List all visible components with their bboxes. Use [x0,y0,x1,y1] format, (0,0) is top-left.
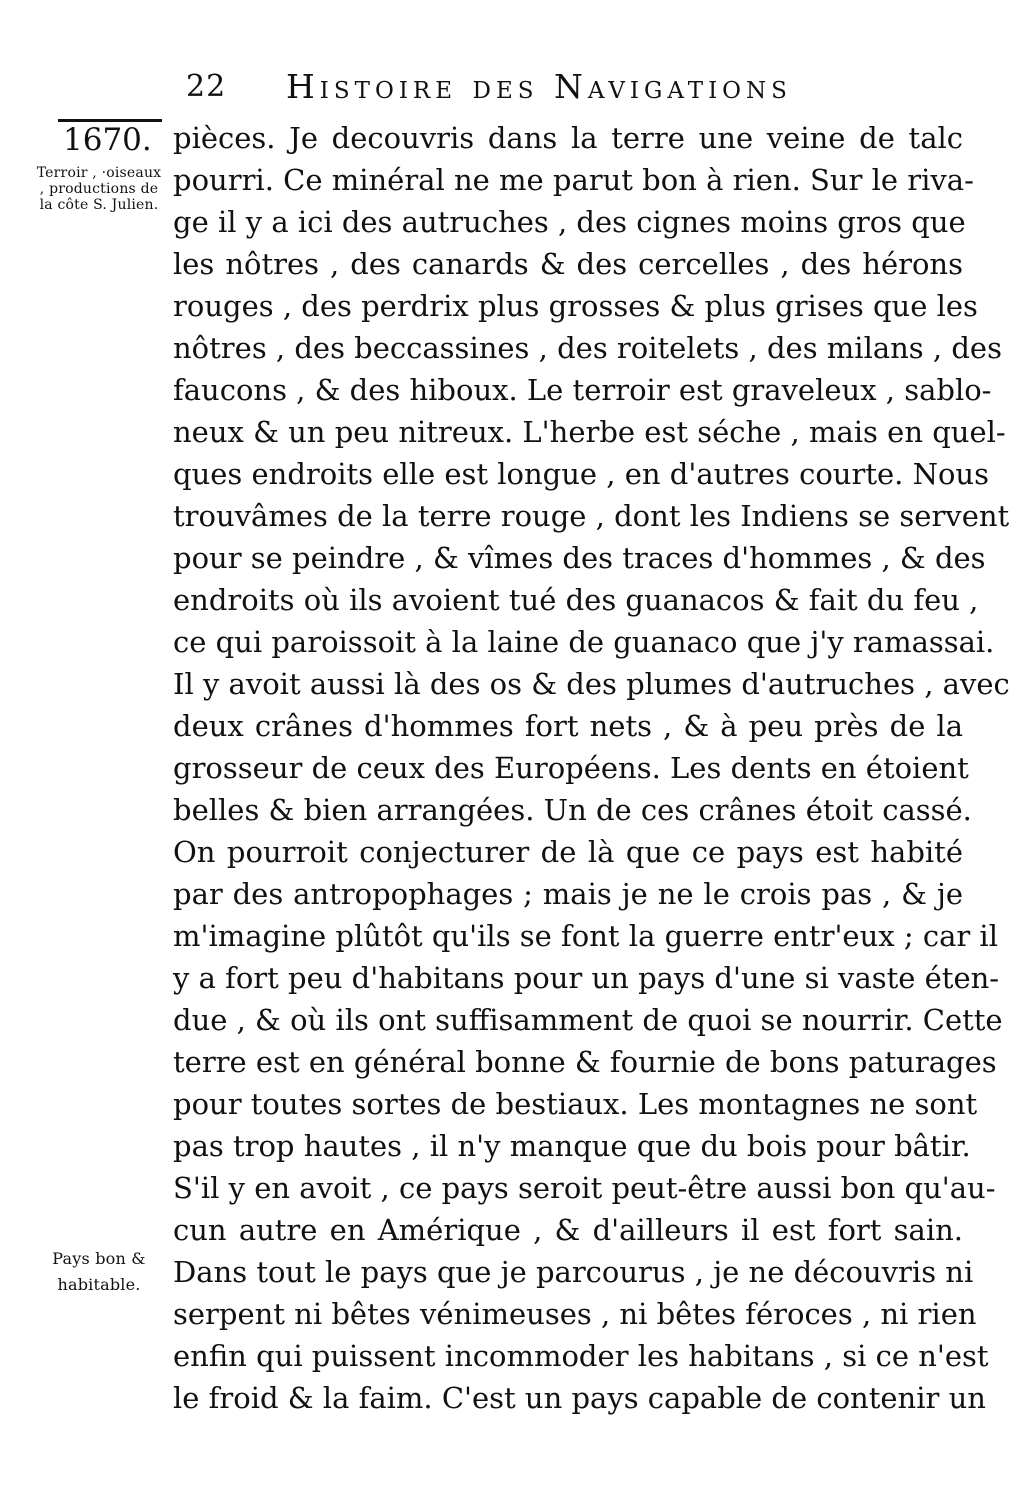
text-line: nôtres , des beccassines , des roitelets , des milans , des [173,331,1002,365]
text-line: enfin qui puissent incommoder les habitans , si ce n'est [173,1339,989,1373]
text-line: neux & un peu nitreux. L'herbe est séche , mais en quel- [173,415,1006,449]
text-line: On pourroit conjecturer de là que ce pays est habité [173,835,963,869]
text-line: par des antropophages ; mais je ne le crois pas , & je [173,877,963,911]
text-line: ce qui paroissoit à la laine de guanaco que j'y ramassai. [173,625,995,659]
text-line: trouvâmes de la terre rouge , dont les Indiens se servent [173,499,1010,533]
text-line: belles & bien arrangées. Un de ces crânes étoit cassé. [173,793,972,827]
text-line: pourri. Ce minéral ne me parut bon à rien. Sur le riva- [173,163,974,197]
running-head: Histoire des Navigations [286,67,792,106]
text-line: deux crânes d'hommes fort nets , & à peu près de la [173,709,963,743]
margin-note-pays-bon: Pays bon & habitable. [52,1249,146,1294]
text-line: pour toutes sortes de bestiaux. Les montagnes ne sont [173,1087,978,1121]
text-line: due , & où ils ont suffisamment de quoi se nourrir. Cette [173,1003,1003,1037]
text-line: grosseur de ceux des Européens. Les dents en étoient [173,751,969,785]
text-line: pas trop hautes , il n'y manque que du bois pour bâtir. [173,1129,971,1163]
text-line: ques endroits elle est longue , en d'autres courte. Nous [173,457,989,491]
text-line: pièces. Je decouvris dans la terre une veine de talc [173,121,963,155]
text-line: ge il y a ici des autruches , des cignes moins gros que [173,205,966,239]
text-line: les nôtres , des canards & des cercelles , des hérons [173,247,963,281]
text-line: faucons , & des hiboux. Le terroir est graveleux , sablo- [173,373,992,407]
text-line: S'il y en avoit , ce pays seroit peut-être aussi bon qu'au- [173,1171,996,1205]
text-line: rouges , des perdrix plus grosses & plus grises que les [173,289,978,323]
body-text [173,117,1010,1419]
text-line: Il y avoit aussi là des os & des plumes d'autruches , avec [173,667,1010,701]
margin-note-terroir: Terroir , ·oiseaux , productions de la côte S. Julien. [36,165,162,213]
text-line: pour se peindre , & vîmes des traces d'hommes , & des [173,541,986,575]
text-line: cun autre en Amérique , & d'ailleurs il est fort sain. [173,1213,963,1247]
text-line: Dans tout le pays que je parcourus , je ne découvris ni [173,1255,974,1289]
page-number: 22 [186,69,227,104]
text-line: serpent ni bêtes vénimeuses , ni bêtes féroces , ni rien [173,1297,977,1331]
text-line: endroits où ils avoient tué des guanacos & fait du feu , [173,583,979,617]
text-line: m'imagine plûtôt qu'ils se font la guerre entr'eux ; car il [173,919,998,953]
text-line: le froid & la faim. C'est un pays capable de contenir un [173,1381,986,1415]
text-line: terre est en général bonne & fournie de bons paturages [173,1045,997,1079]
margin-year: 1670. [63,122,152,158]
text-line: y a fort peu d'habitans pour un pays d'une si vaste éten- [173,961,1000,995]
